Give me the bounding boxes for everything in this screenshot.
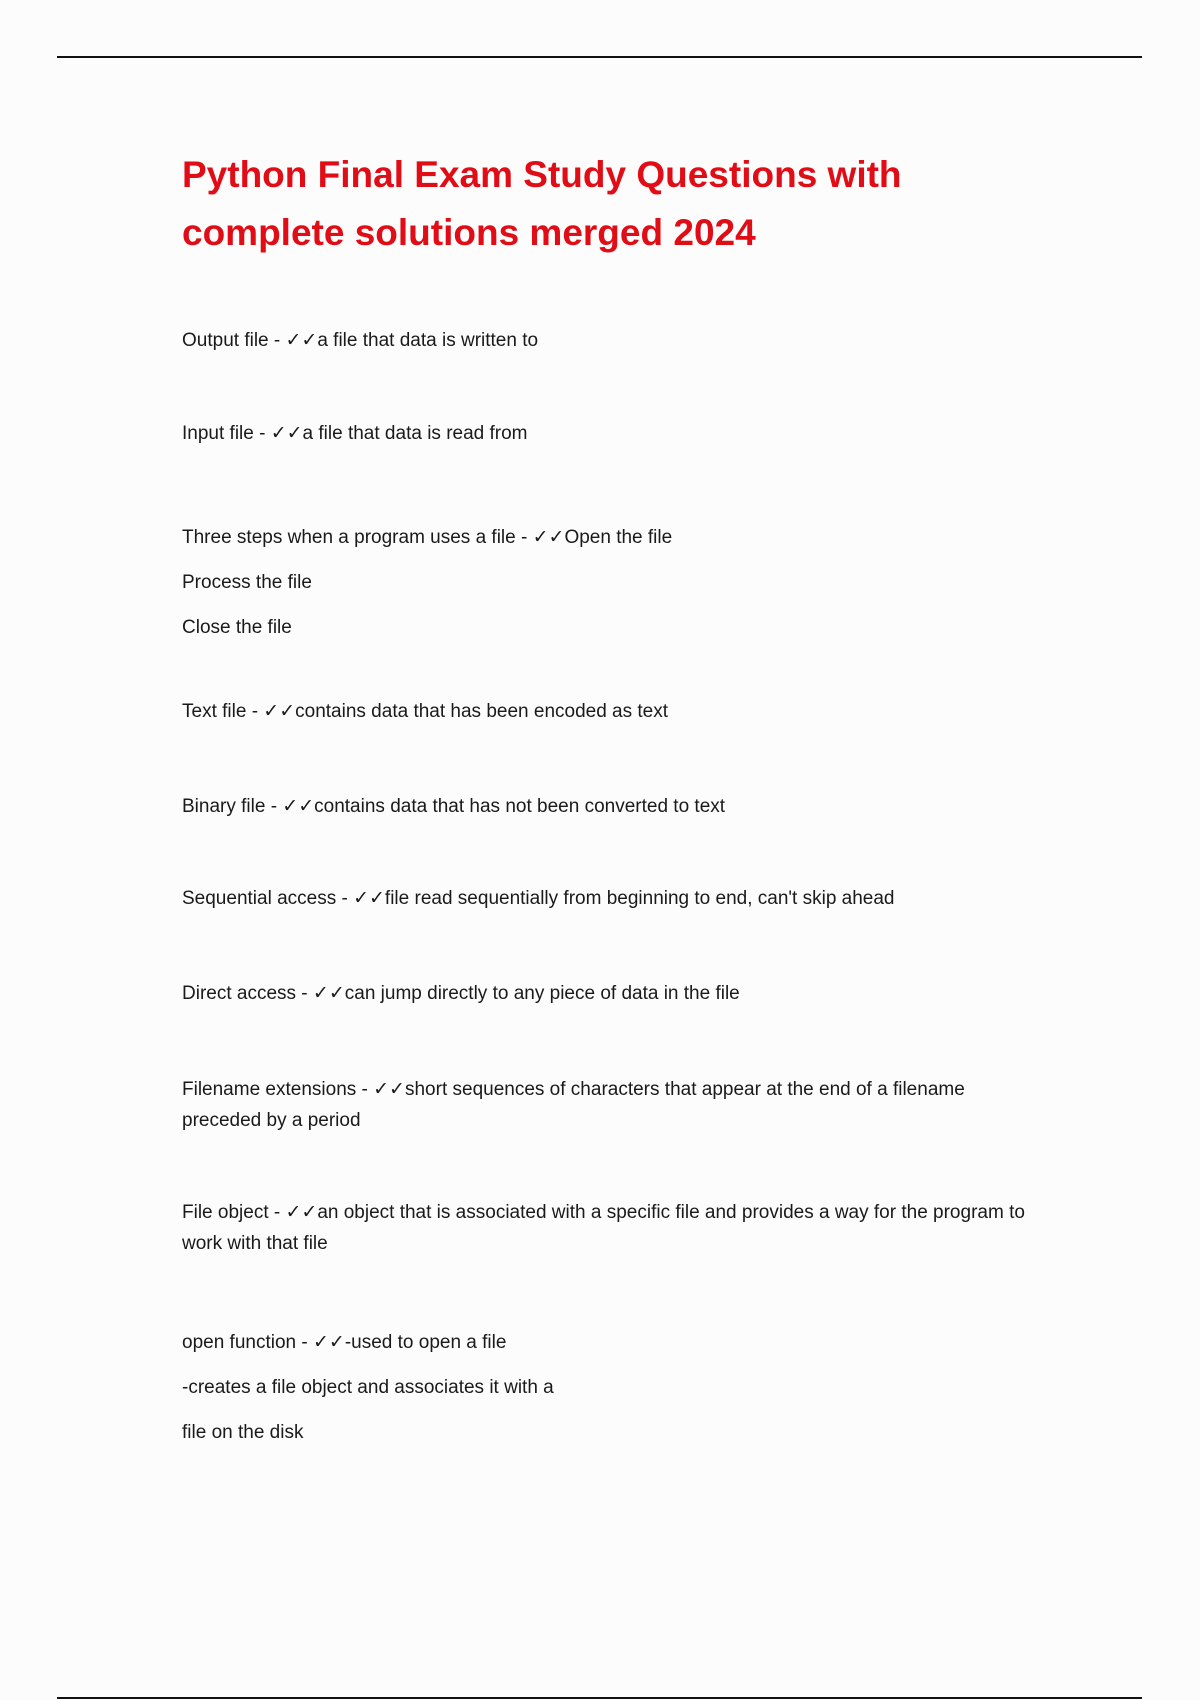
qa-line: File object - ✓✓an object that is associated with a specific file and provides a way for the program to xyxy=(182,1202,1025,1223)
qa-line: work with that file xyxy=(182,1233,328,1254)
qa-entry xyxy=(182,515,1112,650)
qa-entry xyxy=(182,1074,1112,1136)
qa-line: -creates a file object and associates it with a xyxy=(182,1377,554,1398)
qa-line: Output file - ✓✓a file that data is written to xyxy=(182,330,539,351)
qa-entry xyxy=(182,1320,1112,1455)
qa-line: Direct access - ✓✓can jump directly to any piece of data in the file xyxy=(182,983,740,1004)
qa-line: open function - ✓✓-used to open a file xyxy=(182,1332,507,1353)
qa-entry xyxy=(182,981,1112,1007)
qa-line: Input file - ✓✓a file that data is read from xyxy=(182,423,528,444)
qa-line: Close the file xyxy=(182,617,292,638)
title-line: complete solutions merged 2024 xyxy=(182,212,756,253)
bottom-rule xyxy=(57,1697,1142,1699)
qa-line: Binary file - ✓✓contains data that has not been converted to text xyxy=(182,796,726,817)
top-rule xyxy=(57,56,1142,58)
qa-line: Process the file xyxy=(182,572,312,593)
qa-entry xyxy=(182,794,1112,820)
qa-line: Filename extensions - ✓✓short sequences of characters that appear at the end of a filename xyxy=(182,1079,965,1100)
qa-line: preceded by a period xyxy=(182,1110,361,1131)
qa-line: Text file - ✓✓contains data that has been encoded as text xyxy=(182,701,669,722)
qa-entry xyxy=(182,1197,1112,1259)
qa-entry xyxy=(182,699,1112,725)
qa-entry xyxy=(182,886,1112,912)
qa-entry xyxy=(182,328,1112,354)
qa-entry xyxy=(182,421,1112,447)
document-title xyxy=(182,146,1082,262)
title-line: Python Final Exam Study Questions with xyxy=(182,154,902,195)
qa-line: Three steps when a program uses a file - ✓✓Open the file xyxy=(182,527,673,548)
qa-line: Sequential access - ✓✓file read sequentially from beginning to end, can't skip ahead xyxy=(182,888,895,909)
qa-line: file on the disk xyxy=(182,1422,304,1443)
